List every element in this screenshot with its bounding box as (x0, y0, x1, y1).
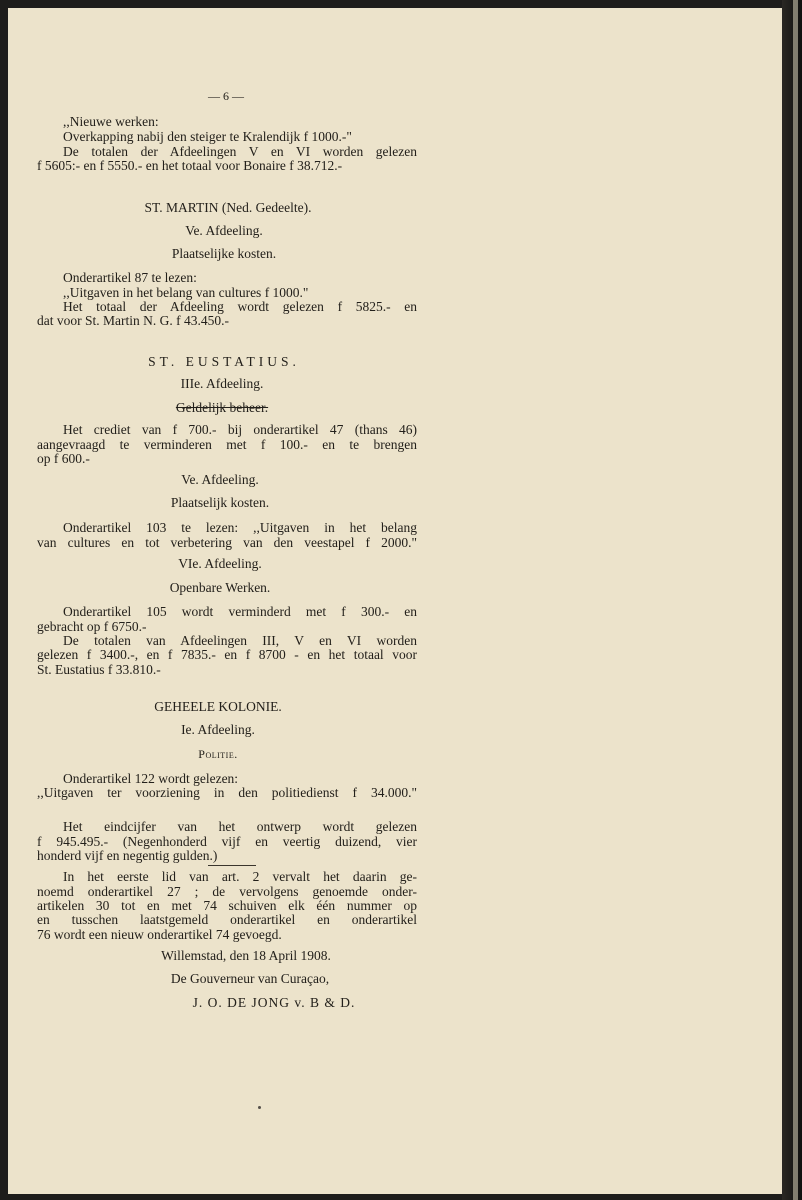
bonaire-line-2: Overkapping nabij den steiger te Kralendijk f 1000.-" (63, 129, 352, 144)
kolonie-para3-line-3: artikelen 30 tot en met 74 schuiven elk één nummer op (37, 898, 417, 913)
kolonie-para1-line-2: ,,Uitgaven ter voorziening in den politiedienst f 34.000." (37, 785, 417, 800)
eustatius-para6-line-5: St. Eustatius f 33.810.- (37, 662, 161, 677)
signature: J. O. DE JONG v. B & D. (192, 995, 356, 1010)
eustatius-para3-line-3: op f 600.- (37, 451, 90, 466)
st-martin-subheading: Plaatselijke kosten. (171, 246, 277, 261)
st-eustatius-subheading-6: Openbare Werken. (169, 580, 271, 595)
eustatius-para5-line-2: van cultures en tot verbetering van den veestapel f 2000." (37, 535, 417, 550)
page-number: — 6 — (208, 89, 244, 103)
struck-word: Geldelijk beheer. (175, 400, 269, 415)
st-martin-afdeeling: Ve. Afdeeling. (185, 223, 263, 238)
governor-title: De Gouverneur van Curaçao, (170, 971, 330, 986)
kolonie-para3-line-4: en tusschen laatstgemeld onderartikel en onderartikel (37, 912, 417, 927)
st-eustatius-subheading-3 (12, 400, 432, 416)
bonaire-line-4: f 5605:- en f 5550.- en het totaal voor Bonaire f 38.712.- (37, 158, 343, 173)
kolonie-para3-line-1: In het eerste lid van art. 2 vervalt het daarin ge- (63, 869, 417, 884)
kolonie-para3-line-5: 76 wordt een nieuw onderartikel 74 gevoegd. (37, 927, 282, 942)
st-eustatius-afdeeling-5: Ve. Afdeeling. (181, 472, 259, 487)
geheele-kolonie-heading: GEHEELE KOLONIE. (154, 699, 282, 714)
eustatius-para6-line-3: De totalen van Afdeelingen III, V en VI worden (63, 633, 417, 648)
paper-speck (258, 1106, 261, 1109)
separator-rule (208, 865, 256, 866)
bonaire-line-1: ,,Nieuwe werken: (63, 114, 159, 129)
eustatius-para6-line-1: Onderartikel 105 wordt verminderd met f 300.- en (63, 604, 417, 619)
place-date: Willemstad, den 18 April 1908. (161, 948, 331, 963)
eustatius-para6-line-2: gebracht op f 6750.- (37, 619, 147, 634)
st-eustatius-afdeeling-3: IIIe. Afdeeling. (180, 376, 264, 391)
st-martin-line-2: ,,Uitgaven in het belang van cultures f 1000." (63, 285, 309, 300)
eustatius-para5-line-1: Onderartikel 103 te lezen: ,,Uitgaven in het belang (63, 520, 417, 535)
st-martin-heading: ST. MARTIN (Ned. Gedeelte). (144, 200, 312, 215)
st-martin-line-3: Het totaal der Afdeeling wordt gelezen f 5825.- en (63, 299, 417, 314)
bonaire-line-3: De totalen der Afdeelingen V en VI worden gelezen (63, 144, 417, 159)
kolonie-para2-line-3: honderd vijf en negentig gulden.) (37, 848, 218, 863)
eustatius-para3-line-1: Het crediet van f 700.- bij onderartikel 47 (thans 46) (63, 422, 417, 437)
eustatius-para6-line-4: gelezen f 3400.-, en f 7835.- en f 8700 - en het totaal voor (37, 647, 417, 662)
kolonie-para1-line-1: Onderartikel 122 wordt gelezen: (63, 771, 239, 786)
st-eustatius-afdeeling-6: VIe. Afdeeling. (178, 556, 262, 571)
eustatius-para3-line-2: aangevraagd te verminderen met f 100.- en te brengen (37, 437, 417, 452)
document-page (8, 8, 782, 1194)
kolonie-para2-line-2: f 945.495.- (Negenhonderd vijf en veertig duizend, vier (37, 834, 417, 849)
book-edge-strip (793, 0, 798, 1200)
st-martin-line-4: dat voor St. Martin N. G. f 43.450.- (37, 313, 229, 328)
kolonie-para2-line-1: Het eindcijfer van het ontwerp wordt gelezen (63, 819, 417, 834)
st-martin-line-1: Onderartikel 87 te lezen: (63, 270, 197, 285)
geheele-kolonie-subheading: Politie. (198, 747, 238, 761)
st-eustatius-subheading-5: Plaatselijk kosten. (170, 495, 270, 510)
st-eustatius-heading: ST. EUSTATIUS. (148, 354, 300, 369)
kolonie-para3-line-2: noemd onderartikel 27 ; de vervolgens genoemde onder- (37, 884, 417, 899)
book-edge (782, 0, 802, 1200)
geheele-kolonie-afdeeling: Ie. Afdeeling. (181, 722, 255, 737)
